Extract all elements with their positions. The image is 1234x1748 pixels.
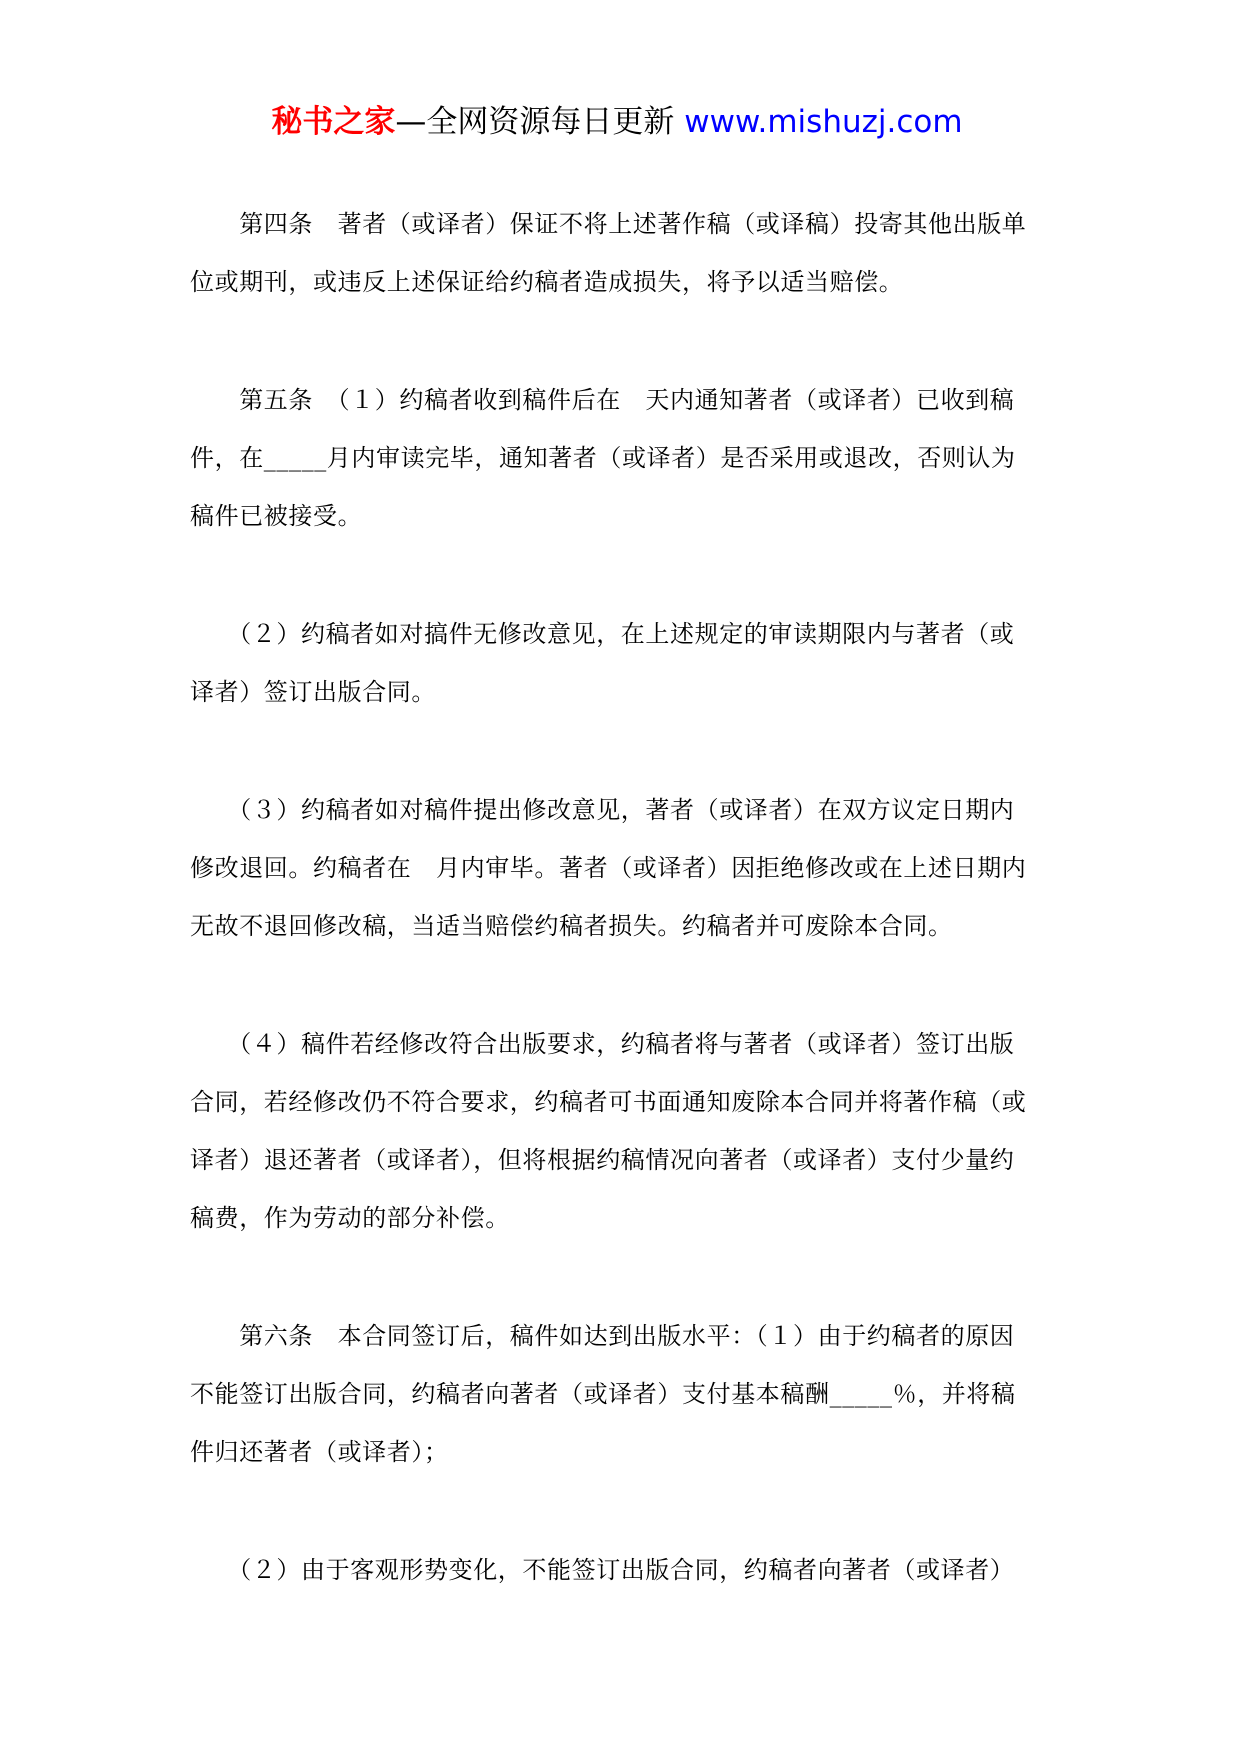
text-line: 第五条 （１）约稿者收到稿件后在 天内通知著者（或译者）已收到稿 <box>190 386 1015 414</box>
article-5-clause-2-paragraph <box>190 605 1046 721</box>
text-line: （４）稿件若经修改符合出版要求，约稿者将与著者（或译者）签订出版 <box>190 1030 1015 1058</box>
text-line: 件，在_____月内审读完毕，通知著者（或译者）是否采用或退改，否则认为 <box>190 444 1016 472</box>
text-line: 位或期刊，或违反上述保证给约稿者造成损失，将予以适当赔偿。 <box>190 268 904 296</box>
text-line: 稿件已被接受。 <box>190 502 363 530</box>
site-header <box>0 100 1234 144</box>
text-line: 修改退回。约稿者在 月内审毕。著者（或译者）因拒绝修改或在上述日期内 <box>190 854 1027 882</box>
text-line: （３）约稿者如对稿件提出修改意见，著者（或译者）在双方议定日期内 <box>190 796 1015 824</box>
text-line: 译者）签订出版合同。 <box>190 678 436 706</box>
text-line: （２）约稿者如对搞件无修改意见，在上述规定的审读期限内与著者（或 <box>190 620 1015 648</box>
text-line: 第四条 著者（或译者）保证不将上述著作稿（或译稿）投寄其他出版单 <box>190 210 1027 238</box>
article-5-clause-1-paragraph <box>190 371 1046 545</box>
text-line: 第六条 本合同签订后，稿件如达到出版水平：（１）由于约稿者的原因 <box>190 1322 1015 1350</box>
article-6-clause-2-paragraph <box>190 1541 1046 1599</box>
document-body <box>190 195 1046 1599</box>
text-line: 不能签订出版合同，约稿者向著者（或译者）支付基本稿酬_____％，并将稿 <box>190 1380 1016 1408</box>
article-4-paragraph <box>190 195 1046 311</box>
site-url-link[interactable]: www.mishuzj.com <box>684 104 963 140</box>
site-slogan: —全网资源每日更新 <box>395 104 685 140</box>
text-line: 稿费，作为劳动的部分补偿。 <box>190 1204 510 1232</box>
text-line: 无故不退回修改稿，当适当赔偿约稿者损失。约稿者并可废除本合同。 <box>190 912 953 940</box>
article-5-clause-4-paragraph <box>190 1015 1046 1247</box>
text-line: 译者）退还著者（或译者），但将根据约稿情况向著者（或译者）支付少量约 <box>190 1146 1015 1174</box>
article-5-clause-3-paragraph <box>190 781 1046 955</box>
text-line: （２）由于客观形势变化，不能签订出版合同，约稿者向著者（或译者） <box>190 1556 1015 1584</box>
text-line: 件归还著者（或译者）； <box>190 1438 449 1466</box>
text-line: 合同，若经修改仍不符合要求，约稿者可书面通知废除本合同并将著作稿（或 <box>190 1088 1027 1116</box>
site-brand: 秘书之家 <box>271 104 396 140</box>
article-6-clause-1-paragraph <box>190 1307 1046 1481</box>
